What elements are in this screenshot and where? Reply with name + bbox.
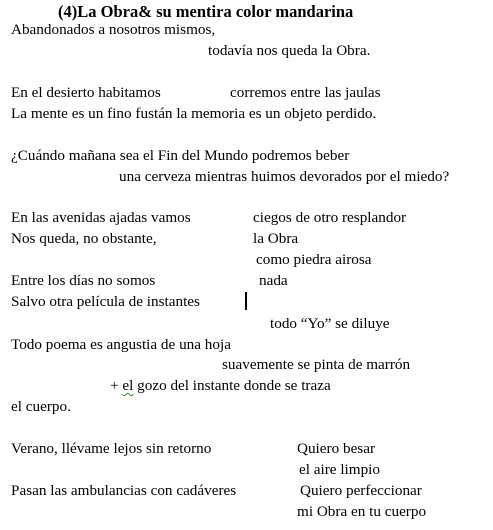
text-cursor [245, 292, 247, 310]
poem-line: Quiero perfeccionar [300, 482, 422, 499]
poem-line: Todo poema es angustia de una hoja [11, 336, 231, 353]
spellcheck-word[interactable]: el [122, 377, 134, 394]
poem-line: el cuerpo. [11, 398, 71, 415]
poem-line: todo “Yo” se diluye [270, 315, 390, 332]
poem-line: corremos entre las jaulas [230, 84, 381, 101]
line-text: gozo del instante donde se traza [133, 377, 331, 394]
poem-line: La mente es un fino fustán la memoria es un objeto perdido. [11, 105, 377, 122]
poem-line: suavemente se pinta de marrón [222, 356, 411, 373]
poem-line: Quiero besar [297, 440, 376, 457]
poem-line: mi Obra en tu cuerpo [297, 503, 427, 520]
poem-line: Pasan las ambulancias con cadáveres [11, 482, 237, 499]
poem-line: Abandonados a nosotros mismos, [11, 21, 216, 38]
poem-line: Nos queda, no obstante, [11, 230, 157, 247]
poem-line: como piedra airosa [256, 251, 372, 268]
poem-line: todavía nos queda la Obra. [208, 42, 371, 59]
poem-line [110, 376, 331, 396]
poem-line: nada [259, 272, 288, 289]
poem-line: Salvo otra película de instantes [11, 293, 200, 310]
poem-line: una cerveza mientras huimos devorados por el miedo? [119, 168, 450, 185]
plus-sign: + [110, 377, 119, 394]
poem-title: (4)La Obra& su mentira color mandarina [58, 2, 354, 21]
poem-line: ¿Cuándo mañana sea el Fin del Mundo podremos beber [11, 147, 350, 164]
poem-line: Entre los días no somos [11, 272, 156, 289]
poem-line: ciegos de otro resplandor [253, 209, 407, 226]
poem-line: En las avenidas ajadas vamos [11, 209, 191, 226]
poem-line: En el desierto habitamos [11, 84, 161, 101]
poem-line: el aire limpio [299, 461, 380, 478]
poem-line: la Obra [253, 230, 299, 247]
poem-line: Verano, llévame lejos sin retorno [11, 440, 212, 457]
